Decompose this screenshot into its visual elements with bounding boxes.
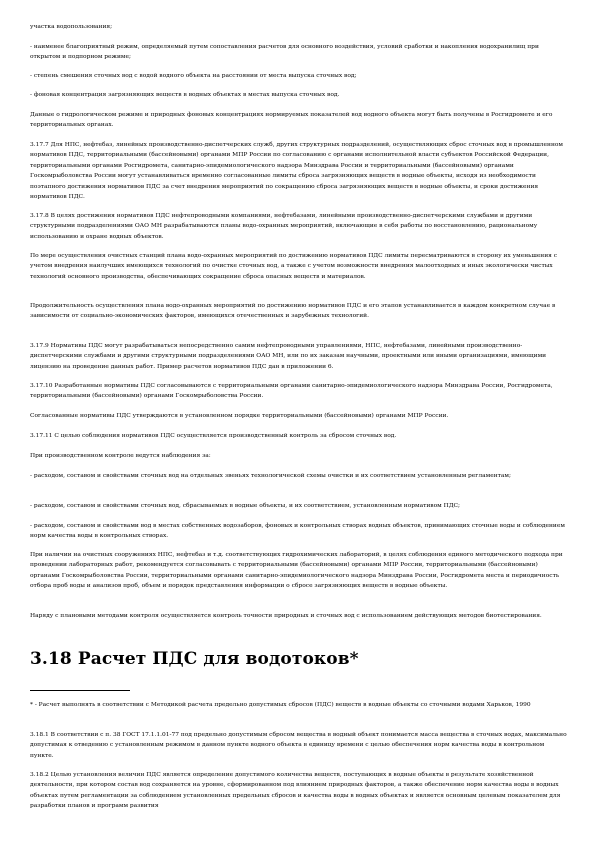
- list-item-mixing: - степень смешения сточных вод с водой водного объекта на расстоянии от места выпуска сточных вод;: [30, 73, 357, 79]
- paragraph-limits-review: По мере осуществления очистных станций плана водо-охранных мероприятий по достижению нормативов ПДС лимиты пересматриваются в сторону их уменьшения с учетом внедрения наилучших имеющихся технологий по очистке сточных вод, а также с учетом возможности внедрения малоотходных и иных экологически чистых технологий основного производства, обеспечивающих сокращение сброса опасных веществ и материалов.: [30, 253, 558, 280]
- paragraph-3-18-1: 3.18.1 В соответствии с п. 38 ГОСТ 17.1.1.01-77 под предельно допустимым сбросом вещества в водный объект понимается масса вещества в сточных водах, максимально допустимая к отведению с установленным режимом в данном пункте водного объекта в единицу времени с целью обеспечения норм качества воды в контрольном пункте.: [30, 732, 567, 759]
- footnote: * - Расчет выполнять в соответствии с Методикой расчета предельно допустимых сбросов (ПДС) веществ в водные объекты со сточными водами Харьков, 1990: [30, 702, 531, 708]
- list-item-discharge: - расходом, составом и свойствами сточных вод, сбрасываемых в водные объекты, и их соответствием, установленным нормативом ПДС;: [30, 503, 461, 509]
- paragraph-biotesting: Наряду с плановыми методами контроля осуществляется контроль точности природных и сточных вод с использованием действующих методов биотестирования.: [30, 613, 542, 619]
- list-item-treatment-scheme: - расходом, составом и свойствами сточных вод на отдельных звеньях технологической схемы очистки и их соответствием установленным регламентам;: [30, 473, 511, 479]
- list-item-regime: - наименее благоприятный режим, определяемый путем сопоставления расчетов для основного воздействия, условий сработки и накопления водохранилищ при открытом и подпорном режиме;: [30, 44, 539, 61]
- paragraph-3-17-9: 3.17.9 Нормативы ПДС могут разрабатываться непосредственно самим нефтепроводными управлениями, НПС, нефтебазами, линейными производственно-диспетчерскими службами и другими структурными подразделениями ОАО МН, или по их заказам научными, проектными или иными организациями, имеющими лицензию на проведение данных работ. Пример расчетов нормативов ПДС дан в приложении 6.: [30, 343, 547, 370]
- footnote-divider: [30, 690, 130, 691]
- paragraph-approval: Согласованные нормативы ПДС утверждаются в установленном порядке территориальными (бассейновыми) органами МПР России.: [30, 413, 449, 419]
- list-item-intake-control: - расходом, составом и свойствами вод в местах собственных водозаборов, фоновых и контрольных створах водных объектов, принимающих сточные воды и соблюдением норм качества воды в контрольных створах.: [30, 523, 565, 540]
- paragraph-3-17-10: 3.17.10 Разработанные нормативы ПДС согласовываются с территориальными органами санитарно-эпидемиологического надзора Минздрава России, Росгидромета, территориальными (бассейновыми) органами Госкомрыболовства России.: [30, 383, 553, 400]
- paragraph-3-17-11: 3.17.11 С целью соблюдения нормативов ПДС осуществляется производственный контроль за сбросом сточных вод.: [30, 433, 397, 439]
- paragraph-hydrology-data: Данные о гидрологическом режиме и природных фоновых концентрациях нормируемых показателей вод водного объекта могут быть получены в Росгидромете и его территориальных органах.: [30, 112, 553, 129]
- paragraph-continuation: участка водопользования;: [30, 24, 113, 30]
- list-item-background: - фоновая концентрация загрязняющих веществ в водных объектах в местах выпуска сточных вод.: [30, 92, 340, 98]
- paragraph-laboratories: При наличии на очистных сооружениях НПС, нефтебаз и т.д. соответствующих гидрохимических лабораторий, в целях соблюдения единого методического подхода при проведении лабораторных работ, рекомендуется согласовывать с территориальными (бассейновыми) органами МПР России, территориальными (бассейновыми) органами Госкомрыболовства России, территориальными органами санитарно-эпидемиологического надзора Минздрава России, Росгидромета места и периодичность отбора проб воды и анализов проб, объем и порядок представления информации о сбросе загрязняющих веществ в водные объекты.: [30, 552, 563, 590]
- paragraph-plan-duration: Продолжительность осуществления плана водо-охранных мероприятий по достижению нормативов ПДС и его этапов устанавливается в каждом конкретном случае в зависимости от социально-экономических факторов, имеющихся отечественных и зарубежных технологий.: [30, 303, 556, 320]
- paragraph-3-17-7: 3.17.7 Для НПС, нефтебаз, линейных производственно-диспетчерских служб, других структурных подразделений, осуществляющих сброс сточных вод в промышленном нормативов ПДС, территориальными (бассейновыми) органами МПР России по согласованию с органами исполнительной власти субъектов Российской Федерации, территориальными органами Росгидромета, санитарно-эпидемиологического надзора Минздрава России и территориальными (бассейновыми) органами Госкомрыболовства России могут устанавливаться временно согласованные лимиты сброса загрязняющих веществ в водные объекты, исходя из необходимости поэтапного достижения нормативов ПДС за счет внедрения мероприятий по сокращению сброса загрязняющих веществ в водные объекты, и сроки достижения нормативов ПДС.: [30, 142, 564, 201]
- section-heading: 3.18 Расчет ПДС для водотоков*: [30, 649, 359, 669]
- paragraph-3-17-8: 3.17.8 В целях достижения нормативов ПДС нефтепроводными компаниями, нефтебазами, линейными производственно-диспетчерскими службами и другими структурными подразделениями ОАО МН разрабатываются планы водо-охранных мероприятий, включающие в себя работы по восстановлению, рациональному использованию и охране водных объектов.: [30, 213, 538, 240]
- paragraph-3-18-2: 3.18.2 Целью установления величин ПДС является определение допустимого количества веществ, поступающих в водные объекты в результате хозяйственной деятельности, при котором состав вод сохраняется на уровне, сформированном под влиянием природных факторов, а также обеспечение норм качества воды в водных объектах путем регламентации за соблюдением установленных предельных сбросов и качества воды в водных объектах и является основным целевым показателем для разработки планов и программ развития: [30, 772, 561, 810]
- paragraph-monitoring-intro: При производственном контроле ведутся наблюдения за:: [30, 453, 211, 459]
